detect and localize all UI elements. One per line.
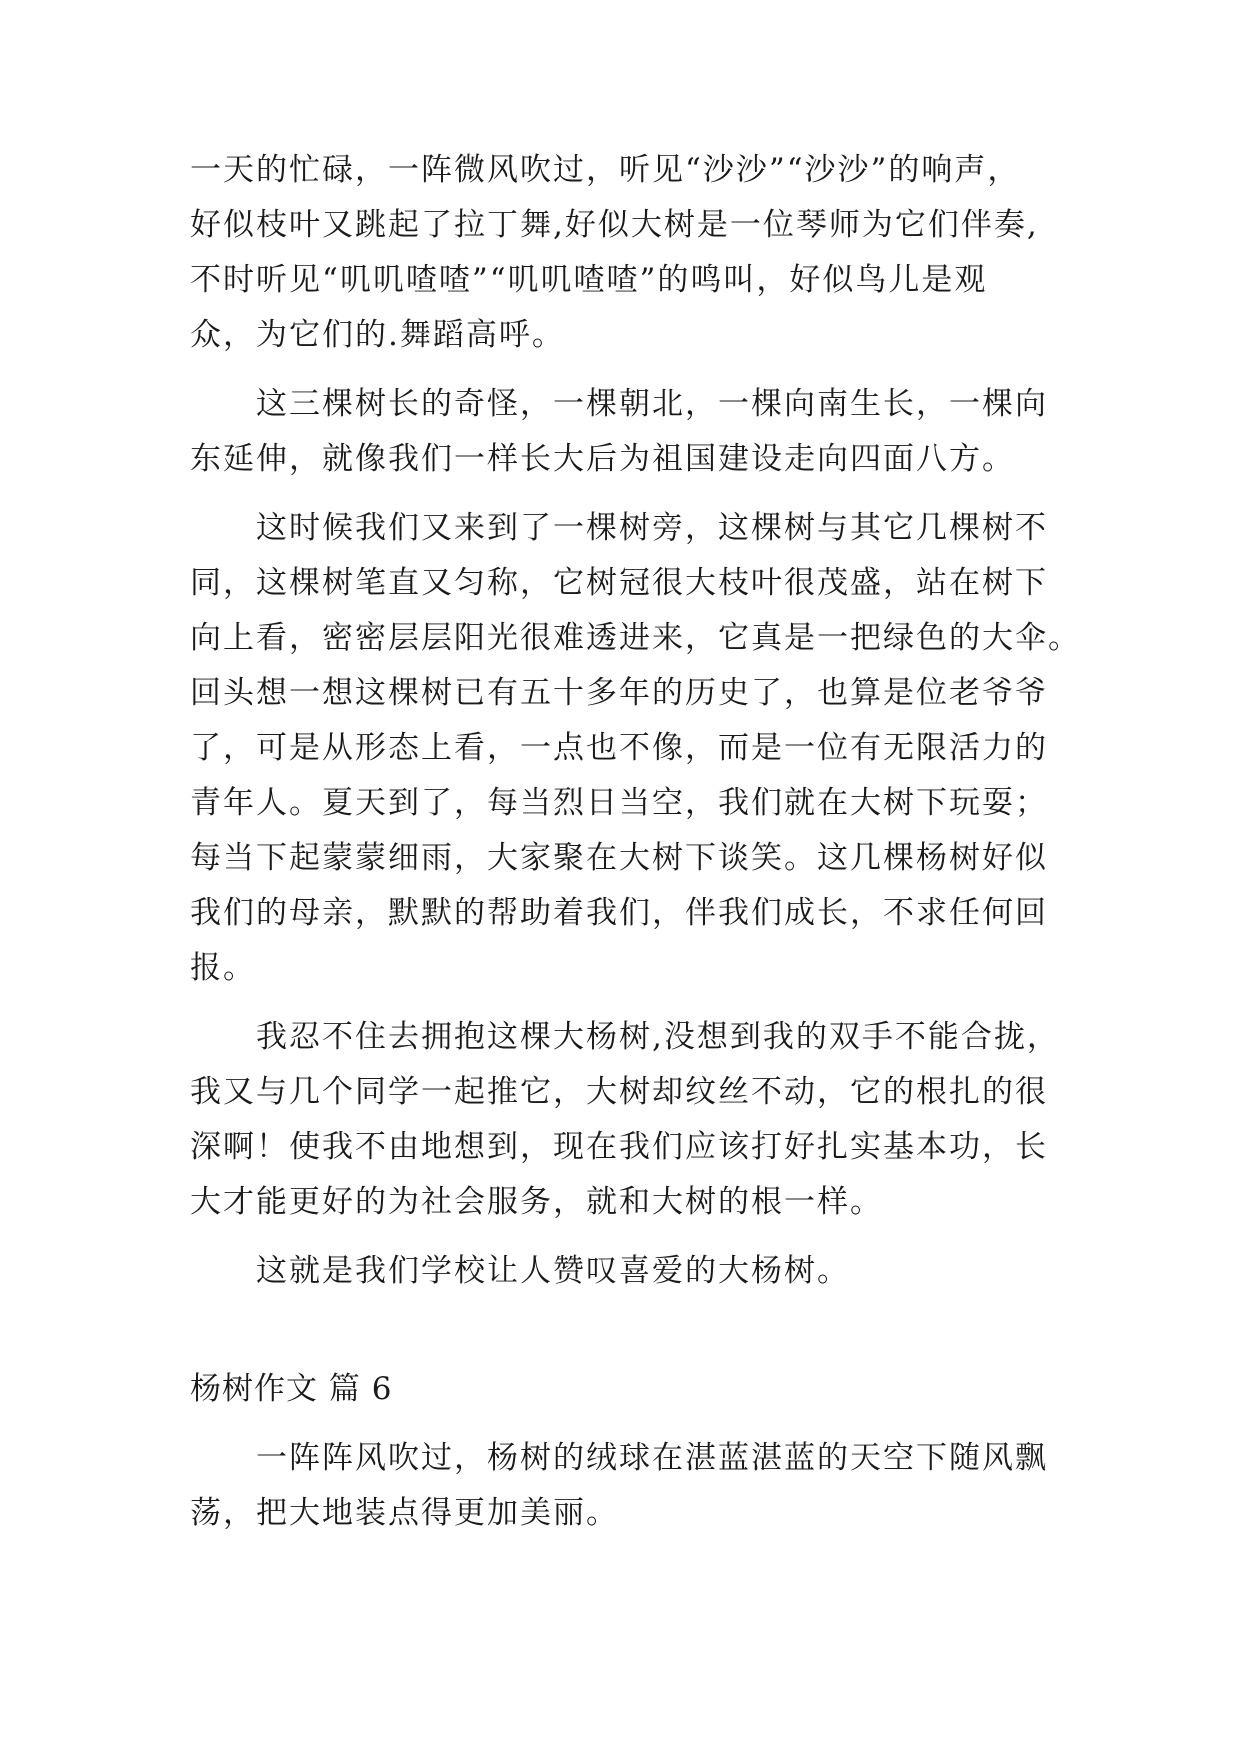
text-line: 荡，把大地装点得更加美丽。 [190,1495,619,1531]
text-line: 回头想一想这棵树已有五十多年的历史了，也算是位老爷爷 [190,675,1048,711]
text-line: 深啊！使我不由地想到，现在我们应该打好扎实基本功，长 [190,1129,1048,1165]
paragraph-first-line: 这三棵树长的奇怪，一棵朝北，一棵向南生长，一棵向 [256,386,1048,422]
text-line: 同，这棵树笔直又匀称，它树冠很大枝叶很茂盛，站在树下 [190,565,1048,601]
text-line: 大才能更好的为社会服务，就和大树的根一样。 [190,1184,883,1220]
text-line: 了，可是从形态上看，一点也不像，而是一位有无限活力的 [190,730,1048,766]
text-line: 报。 [190,950,256,986]
text-line: 我们的母亲，默默的帮助着我们，伴我们成长，不求任何回 [190,895,1048,931]
text-line: 我又与几个同学一起推它，大树却纹丝不动，它的根扎的很 [190,1074,1048,1110]
paragraph-first-line: 这时候我们又来到了一棵树旁，这棵树与其它几棵树不 [256,510,1048,546]
paragraph-first-line: 一阵阵风吹过，杨树的绒球在湛蓝湛蓝的天空下随风飘 [256,1440,1048,1476]
paragraph-first-line: 我忍不住去拥抱这棵大杨树,没想到我的双手不能合拢， [256,1019,1060,1055]
section-heading: 杨树作文 篇 6 [190,1371,393,1407]
text-line: 好似枝叶又跳起了拉丁舞,好似大树是一位琴师为它们伴奏, [190,207,1039,243]
text-line: 一天的忙碌，一阵微风吹过，听见“沙沙”“沙沙”的响声， [190,152,1021,188]
text-line: 每当下起蒙蒙细雨，大家聚在大树下谈笑。这几棵杨树好似 [190,840,1048,876]
text-line: 青年人。夏天到了，每当烈日当空，我们就在大树下玩耍； [190,785,1048,821]
text-line: 不时听见“叽叽喳喳”“叽叽喳喳”的鸣叫，好似鸟儿是观 [190,262,988,298]
text-line: 向上看，密密层层阳光很难透进来，它真是一把绿色的大伞。 [190,620,1081,656]
paragraph-first-line: 这就是我们学校让人赞叹喜爱的大杨树。 [256,1253,850,1289]
text-line: 东延伸，就像我们一样长大后为祖国建设走向四面八方。 [190,441,1015,477]
text-line: 众，为它们的.舞蹈高呼。 [190,317,565,353]
